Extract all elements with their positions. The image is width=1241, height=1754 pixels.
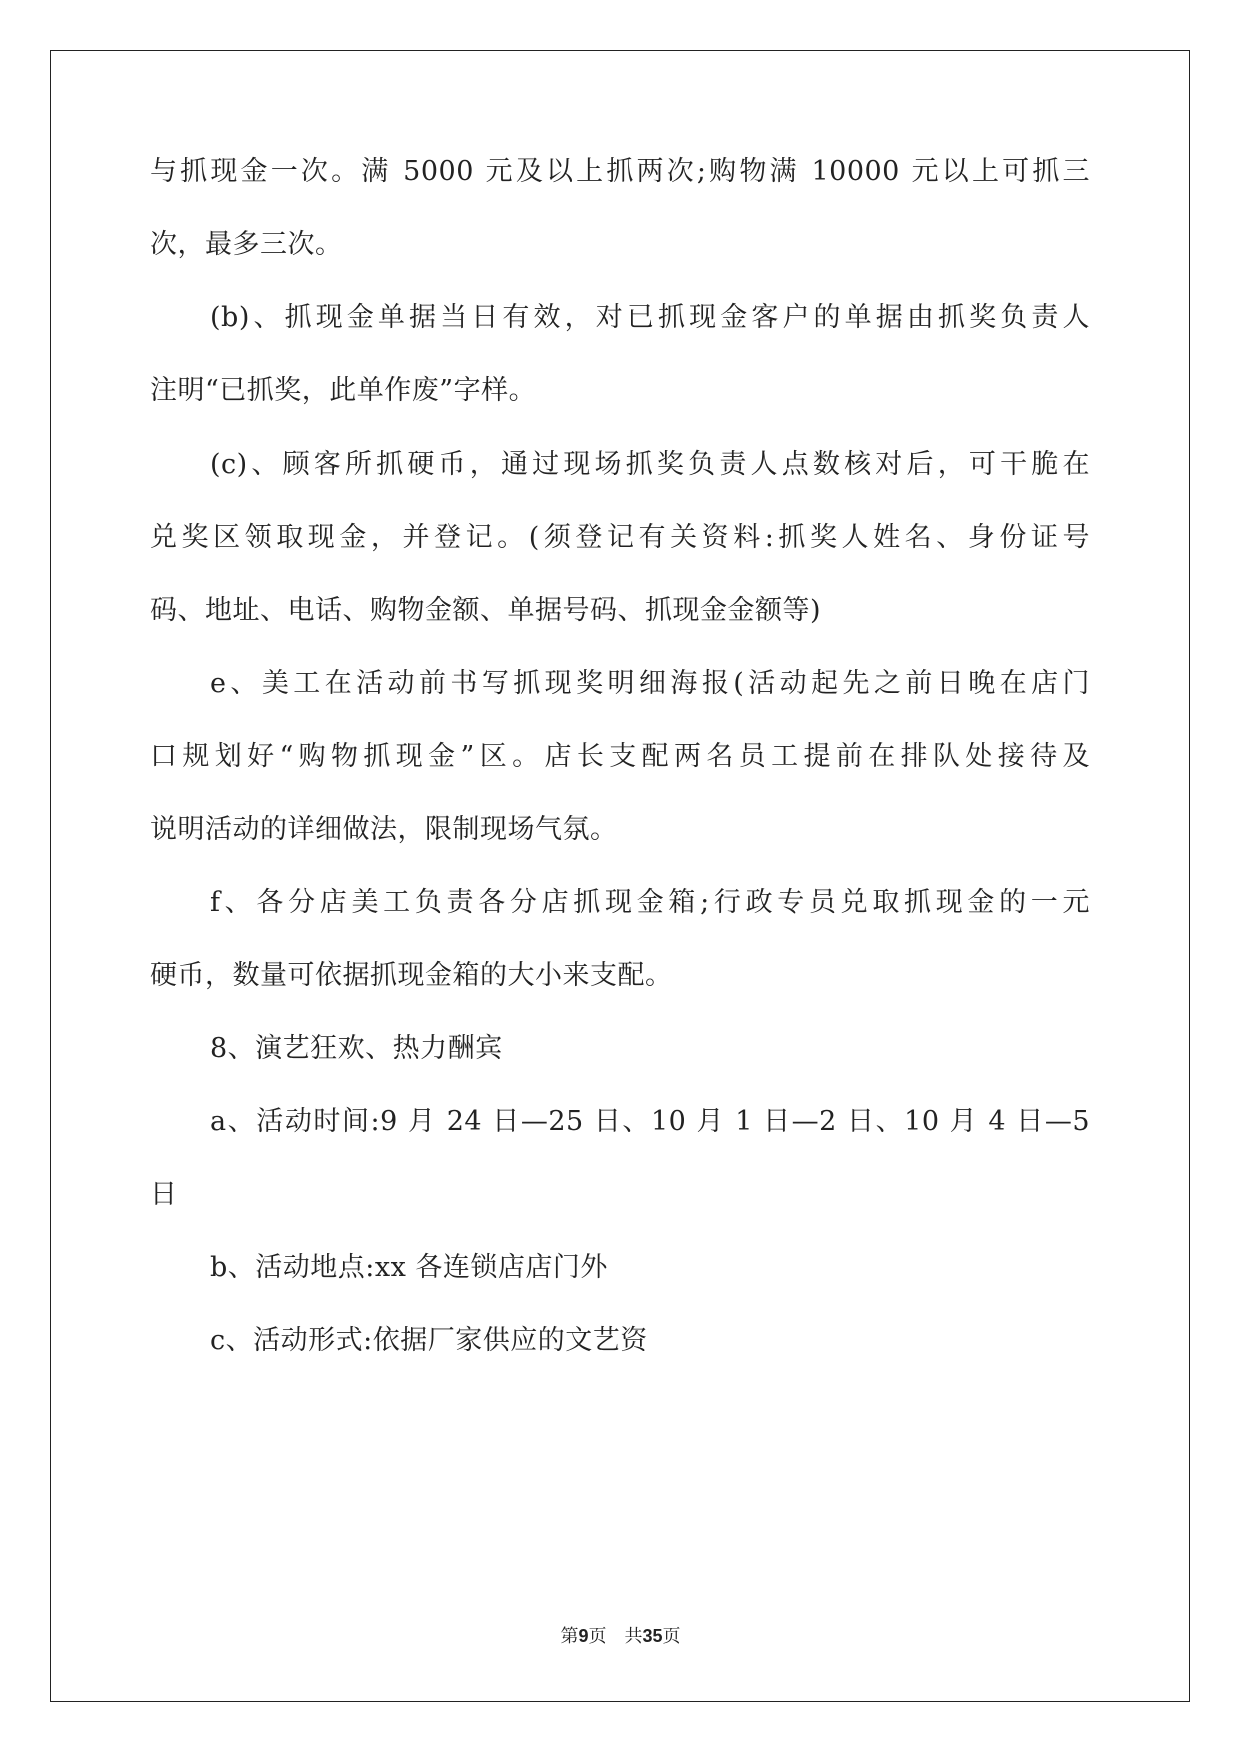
page-footer (0, 1622, 1241, 1648)
current-page-number: 9 (578, 1626, 589, 1646)
text-line: (b)、抓现金单据当日有效，对已抓现金客户的单据由抓奖负责人 (210, 302, 1090, 333)
footer-suffix: 页 (662, 1626, 681, 1647)
text-line: 硬币，数量可依据抓现金箱的大小来支配。 (150, 960, 673, 991)
text-line: 注明“已抓奖，此单作废”字样。 (150, 375, 537, 406)
text-line: 8、演艺狂欢、热力酬宾 (210, 1033, 503, 1064)
text-line: 与抓现金一次。满 5000 元及以上抓两次;购物满 10000 元以上可抓三 (150, 156, 1090, 187)
text-line: b、活动地点:xx 各连锁店店门外 (210, 1252, 608, 1283)
text-line: 口规划好“购物抓现金”区。店长支配两名员工提前在排队处接待及 (150, 741, 1090, 772)
footer-middle: 页 共 (588, 1626, 643, 1647)
text-line: 兑奖区领取现金，并登记。(须登记有关资料:抓奖人姓名、身份证号 (150, 522, 1090, 553)
total-page-count: 35 (642, 1626, 663, 1646)
text-line: 码、地址、电话、购物金额、单据号码、抓现金金额等) (150, 595, 822, 626)
text-line: 次，最多三次。 (150, 229, 343, 260)
text-line: a、活动时间:9 月 24 日—25 日、10 月 1 日—2 日、10 月 4 日—5 (210, 1106, 1090, 1137)
text-line: 说明活动的详细做法，限制现场气氛。 (150, 814, 618, 845)
text-line: f、各分店美工负责各分店抓现金箱;行政专员兑取抓现金的一元 (210, 887, 1090, 918)
text-line: e、美工在活动前书写抓现奖明细海报(活动起先之前日晚在店门 (210, 668, 1090, 699)
text-line: 日 (150, 1179, 178, 1210)
text-line: c、活动形式:依据厂家供应的文艺资 (210, 1325, 648, 1356)
text-line: (c)、顾客所抓硬币，通过现场抓奖负责人点数核对后，可干脆在 (210, 449, 1090, 480)
footer-prefix: 第 (560, 1626, 579, 1647)
